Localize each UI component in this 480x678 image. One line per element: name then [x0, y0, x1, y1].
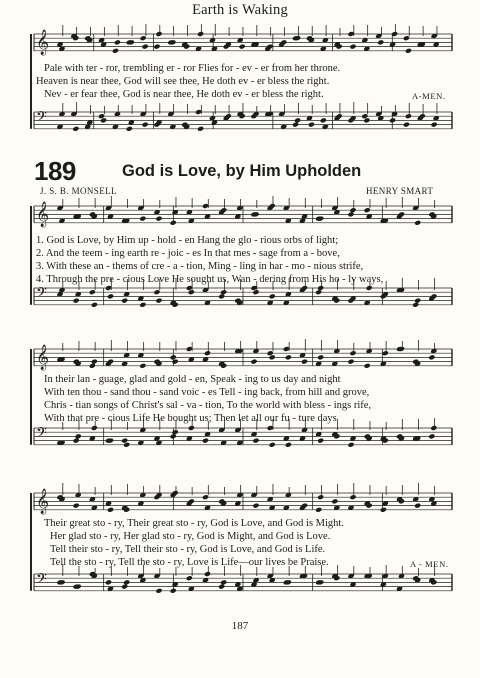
lyric-line: With ten thou - sand thou - sand voic - es Tell - ing back, from hill and grove,: [44, 387, 370, 398]
note-head: [428, 433, 435, 439]
note-head: [285, 442, 292, 448]
lyric-line: Tell their sto - ry, Tell their sto - ry, God is Love, and God is Life.: [50, 544, 326, 555]
note-head: [315, 289, 322, 295]
note-head: [220, 579, 227, 585]
note-head: [301, 359, 308, 365]
note-head: [204, 350, 211, 356]
page-number: 187: [231, 620, 249, 632]
note-head: [218, 584, 225, 590]
note-head: [140, 35, 147, 41]
lyric-line: Nev - er fear thee, God is near thee, He doth ev - er bless the right.: [44, 89, 324, 100]
note-head: [403, 122, 410, 128]
note-head: [294, 117, 301, 123]
lyric-line: 4. Through the pre - cious Love He sought us, Wan - dering from His ho - ly ways,: [36, 274, 384, 285]
clef-icon: 𝄞: [36, 345, 50, 370]
note-head: [75, 433, 82, 439]
lyric-line: 1. God is Love, by Him up - hold - en Hang the glo - rious orbs of light;: [36, 235, 339, 246]
note-head: [269, 442, 276, 448]
clef-icon: 𝄞: [36, 489, 50, 514]
note-head: [107, 293, 114, 299]
lyric-line: 2. And the teem - ing earth re - joic - es In that mes - sage from a - bove,: [36, 248, 340, 259]
lyric-line: 3. With these an - thems of cre - a - tion, Ming - ling in har - mo - nious strife,: [36, 261, 364, 272]
note-head: [252, 438, 259, 444]
note-head: [382, 350, 389, 356]
note-head: [155, 298, 162, 304]
note-head: [389, 117, 396, 123]
note-head: [142, 122, 149, 128]
note-head: [315, 507, 322, 513]
note-head: [126, 126, 133, 132]
lyric-line: Her glad sto - ry, Her glad sto - ry, God is Might, and God is Love.: [50, 531, 331, 542]
note-head: [197, 31, 204, 37]
note-head: [349, 44, 356, 50]
note-head: [89, 363, 96, 369]
note-head: [89, 289, 96, 295]
composer-credit: HENRY SMART: [366, 186, 434, 196]
note-head: [153, 44, 160, 50]
note-head: [377, 39, 384, 45]
note-head: [153, 289, 160, 295]
note-head: [91, 302, 98, 308]
note-head: [142, 44, 149, 50]
note-head: [320, 117, 327, 123]
note-head: [317, 494, 324, 500]
lyric-line: Chris - tian songs of Christ's sal - va - tion, To the world with bless - ings rife,: [44, 400, 372, 411]
note-head: [220, 289, 227, 295]
note-head: [139, 216, 146, 222]
note-head: [347, 359, 354, 365]
clef-icon: 𝄞: [36, 30, 50, 55]
note-head: [91, 359, 98, 365]
note-head: [347, 211, 354, 217]
note-head: [349, 350, 356, 356]
note-head: [405, 113, 412, 119]
note-head: [170, 220, 177, 226]
note-head: [112, 48, 119, 54]
note-head: [121, 584, 128, 590]
note-head: [430, 425, 437, 431]
lyric-line: In their lan - guage, glad and gold - en, Speak - ing to us day and night: [44, 374, 341, 385]
lyric-line: With that pre - cious Life He bought us; Then let all our fu - ture days: [44, 413, 337, 424]
note-head: [331, 498, 338, 504]
note-head: [431, 122, 438, 128]
note-head: [73, 298, 80, 304]
note-head: [347, 442, 354, 448]
clef-icon: 𝄞: [36, 202, 50, 227]
note-head: [308, 122, 315, 128]
note-head: [123, 579, 130, 585]
note-head: [170, 433, 177, 439]
note-head: [239, 44, 246, 50]
note-head: [121, 298, 128, 304]
clef-icon: 𝄢: [36, 285, 47, 305]
amen-label: A - MEN.: [410, 559, 449, 569]
note-head: [202, 438, 209, 444]
hymn-title: God is Love, by Him Upholden: [122, 162, 362, 180]
note-head: [428, 354, 435, 360]
note-head: [364, 207, 371, 213]
author-credit: J. S. B. MONSELL: [40, 186, 117, 196]
note-head: [317, 285, 324, 291]
note-head: [349, 494, 356, 500]
note-head: [114, 39, 121, 45]
lyric-line: Heaven is near thee, God will see thee, He doth ev - er bless the right.: [36, 76, 330, 87]
clef-icon: 𝄢: [36, 109, 47, 129]
note-head: [170, 588, 177, 594]
note-head: [72, 126, 79, 132]
note-head: [269, 293, 276, 299]
lyric-line: Their great sto - ry, Their great sto - ry, God is Love, and God is Might.: [44, 518, 344, 529]
note-head: [285, 354, 292, 360]
note-head: [403, 35, 410, 41]
note-head: [139, 302, 146, 308]
note-head: [218, 293, 225, 299]
hymn-number: 189: [34, 156, 76, 186]
note-head: [73, 503, 80, 509]
note-head: [414, 503, 421, 509]
note-head: [252, 503, 259, 509]
lyric-line: Pale with ter - ror, trembling er - ror Flies for - ev - er from her throne.: [44, 63, 341, 74]
note-head: [380, 507, 387, 513]
note-head: [107, 507, 114, 513]
note-head: [414, 298, 421, 304]
note-head: [405, 48, 412, 54]
previous-hymn-title: Earth is Waking: [192, 2, 288, 18]
lyric-line: Tell the sto - ry, Tell the sto - ry, Love is Life—our lives be Praise.: [50, 557, 329, 568]
note-head: [155, 588, 162, 594]
note-head: [202, 494, 209, 500]
note-head: [204, 571, 211, 577]
note-head: [317, 438, 324, 444]
note-head: [292, 122, 299, 128]
note-head: [364, 363, 371, 369]
note-head: [91, 425, 98, 431]
note-head: [186, 575, 193, 581]
note-head: [197, 126, 204, 132]
note-head: [172, 429, 179, 435]
note-head: [414, 220, 421, 226]
note-head: [366, 285, 373, 291]
note-head: [412, 302, 419, 308]
note-head: [250, 359, 257, 365]
note-head: [349, 207, 356, 213]
amen-label: A-MEN.: [412, 91, 446, 101]
note-head: [73, 438, 80, 444]
note-head: [188, 425, 195, 431]
note-head: [317, 354, 324, 360]
note-head: [155, 216, 162, 222]
clef-icon: 𝄢: [36, 425, 47, 445]
clef-icon: 𝄢: [36, 571, 47, 591]
note-head: [105, 579, 112, 585]
note-head: [155, 31, 162, 37]
note-head: [139, 363, 146, 369]
